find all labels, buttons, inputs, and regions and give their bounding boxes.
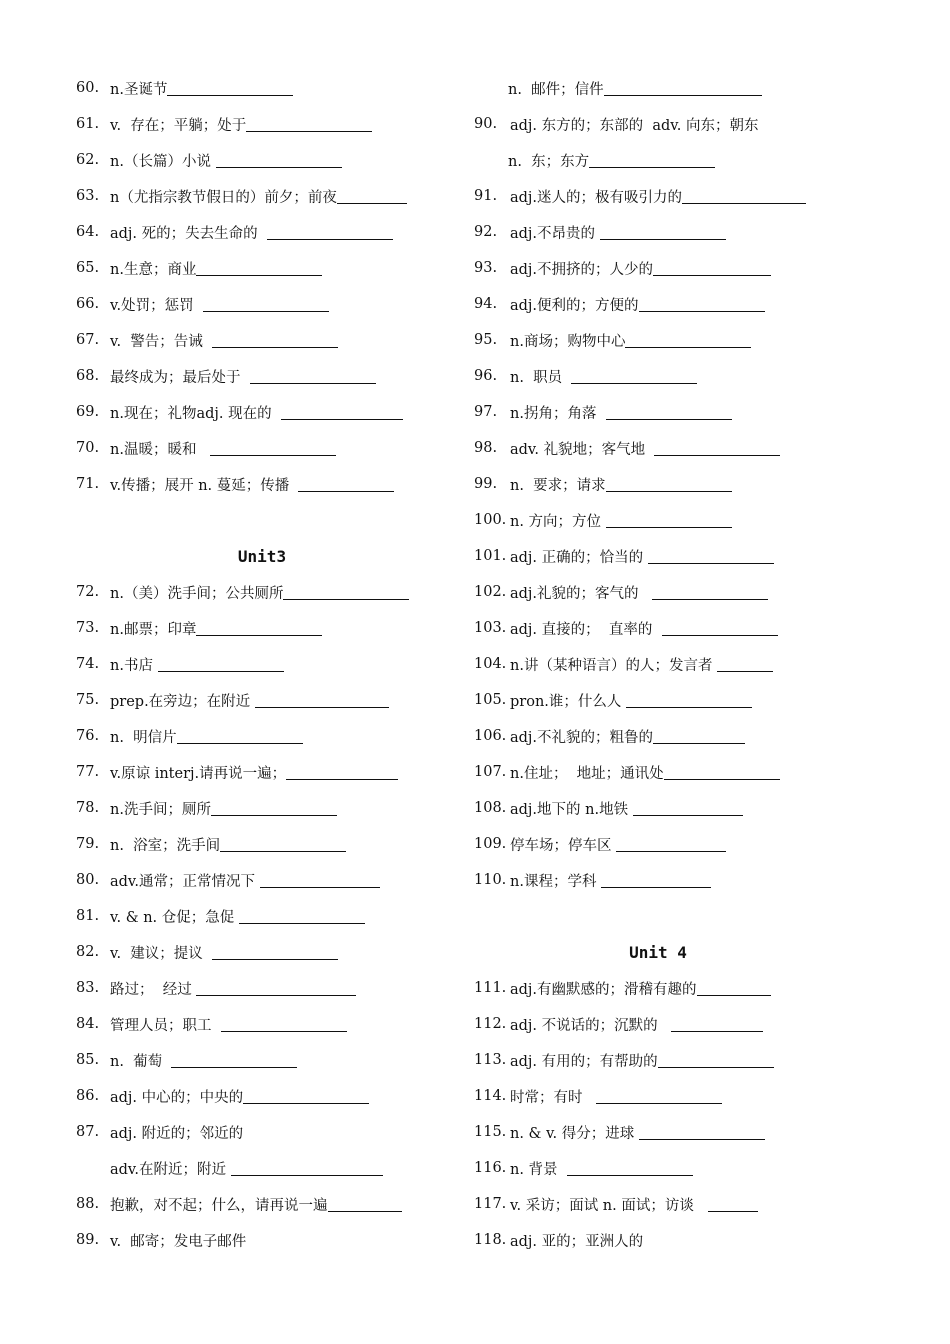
answer-blank[interactable] <box>298 491 394 492</box>
vocab-item <box>474 1078 842 1114</box>
item-definition: n.住址； 地址；通讯处 <box>510 765 664 782</box>
vocab-item <box>76 1114 448 1150</box>
vocab-item <box>76 718 448 754</box>
item-number: 73. <box>76 620 100 636</box>
answer-blank[interactable] <box>231 1175 383 1176</box>
vocab-item <box>76 682 448 718</box>
vocab-item <box>76 358 448 394</box>
item-number: 113. <box>474 1052 507 1068</box>
answer-blank[interactable] <box>281 419 403 420</box>
vocab-item <box>474 826 842 862</box>
vocab-item <box>474 970 842 1006</box>
vocab-item <box>76 466 448 502</box>
vocab-item <box>76 1150 448 1186</box>
item-definition: 路过； 经过 <box>110 981 197 998</box>
vocab-item <box>76 1222 448 1258</box>
answer-blank[interactable] <box>606 491 732 492</box>
answer-blank[interactable] <box>212 959 338 960</box>
answer-blank[interactable] <box>601 887 711 888</box>
item-definition: n. 要求；请求 <box>510 477 606 494</box>
item-definition: adj.不礼貌的；粗鲁的 <box>510 729 654 746</box>
answer-blank[interactable] <box>567 1175 693 1176</box>
vocab-item <box>474 214 842 250</box>
item-number: 92. <box>474 224 498 240</box>
spacer <box>76 502 448 538</box>
answer-blank[interactable] <box>171 1067 297 1068</box>
item-number: 97. <box>474 404 498 420</box>
item-number: 100. <box>474 512 507 528</box>
vocab-item <box>76 106 448 142</box>
item-number: 85. <box>76 1052 100 1068</box>
answer-blank[interactable] <box>653 743 745 744</box>
item-definition: 管理人员；职工 <box>110 1017 221 1034</box>
item-definition: pron.谁；什么人 <box>510 693 626 710</box>
answer-blank[interactable] <box>616 851 726 852</box>
item-number: 67. <box>76 332 100 348</box>
vocab-item <box>76 394 448 430</box>
answer-blank[interactable] <box>167 95 293 96</box>
item-number: 86. <box>76 1088 100 1104</box>
item-definition: adv.在附近；附近 <box>110 1161 231 1178</box>
item-definition: n. 邮件；信件 <box>508 81 604 98</box>
answer-blank[interactable] <box>633 815 743 816</box>
answer-blank[interactable] <box>654 455 780 456</box>
item-definition: v. 警告；告诫 <box>110 333 213 350</box>
item-number: 83. <box>76 980 100 996</box>
item-definition: adj. 东方的；东部的 adv. 向东；朝东 <box>510 117 759 134</box>
answer-blank[interactable] <box>708 1211 758 1212</box>
item-definition: n.现在；礼物adj. 现在的 <box>110 405 281 422</box>
vocab-item <box>76 1006 448 1042</box>
vocab-item <box>474 862 842 898</box>
item-definition: n.（长篇）小说 <box>110 153 216 170</box>
item-number: 95. <box>474 332 498 348</box>
answer-blank[interactable] <box>203 311 329 312</box>
item-number: 64. <box>76 224 100 240</box>
item-number: 107. <box>474 764 507 780</box>
vocab-item <box>474 1006 842 1042</box>
item-definition: n. 背景 <box>510 1161 567 1178</box>
vocab-item <box>474 1186 842 1222</box>
item-definition: v.原谅 interj.请再说一遍； <box>110 765 287 782</box>
answer-blank[interactable] <box>625 347 751 348</box>
answer-blank[interactable] <box>267 239 393 240</box>
item-number: 93. <box>474 260 498 276</box>
vocab-item <box>474 286 842 322</box>
vocab-item <box>76 214 448 250</box>
answer-blank[interactable] <box>328 1211 402 1212</box>
answer-blank[interactable] <box>337 203 407 204</box>
item-definition: n.商场；购物中心 <box>510 333 626 350</box>
answer-blank[interactable] <box>210 455 336 456</box>
item-number: 76. <box>76 728 100 744</box>
vocab-item <box>76 646 448 682</box>
answer-blank[interactable] <box>606 527 732 528</box>
item-definition: n.书店 <box>110 657 158 674</box>
item-number: 72. <box>76 584 100 600</box>
answer-blank[interactable] <box>639 311 765 312</box>
answer-blank[interactable] <box>177 743 303 744</box>
item-definition: n.圣诞节 <box>110 81 168 98</box>
item-definition: n. 浴室；洗手间 <box>110 837 221 854</box>
vocab-item <box>76 754 448 790</box>
vocab-item <box>76 898 448 934</box>
item-number: 81. <box>76 908 100 924</box>
item-definition: adj. 亚的；亚洲人的 <box>510 1233 644 1250</box>
item-definition: v. 采访；面试 n. 面试；访谈 <box>510 1197 708 1214</box>
vocab-item <box>474 754 842 790</box>
vocab-item <box>474 466 842 502</box>
item-definition: n. 东；东方 <box>508 153 590 170</box>
vocab-item <box>474 430 842 466</box>
vocab-item <box>76 1042 448 1078</box>
item-definition: v. & n. 仓促；急促 <box>110 909 239 926</box>
item-number: 66. <box>76 296 100 312</box>
left-column <box>76 70 448 1258</box>
answer-blank[interactable] <box>606 419 732 420</box>
vocab-item <box>474 574 842 610</box>
vocab-item <box>76 610 448 646</box>
item-number: 84. <box>76 1016 100 1032</box>
item-definition: adj. 中心的；中央的 <box>110 1089 244 1106</box>
answer-blank[interactable] <box>653 275 771 276</box>
item-definition: adj. 不说话的；沉默的 <box>510 1017 672 1034</box>
vocab-item <box>474 610 842 646</box>
vocab-item <box>474 70 842 106</box>
vocab-item <box>76 1186 448 1222</box>
vocab-item <box>474 322 842 358</box>
answer-blank[interactable] <box>286 779 398 780</box>
answer-blank[interactable] <box>664 779 780 780</box>
item-number: 80. <box>76 872 100 888</box>
answer-blank[interactable] <box>600 239 726 240</box>
item-definition: prep.在旁边；在附近 <box>110 693 255 710</box>
answer-blank[interactable] <box>589 167 715 168</box>
item-definition: adj. 附近的；邻近的 <box>110 1125 244 1142</box>
item-number: 112. <box>474 1016 507 1032</box>
answer-blank[interactable] <box>571 383 697 384</box>
item-number: 96. <box>474 368 498 384</box>
item-number: 71. <box>76 476 100 492</box>
item-definition: 停车场；停车区 <box>510 837 617 854</box>
answer-blank[interactable] <box>596 1103 722 1104</box>
answer-blank[interactable] <box>255 707 389 708</box>
vocab-item <box>474 502 842 538</box>
item-number: 105. <box>474 692 507 708</box>
vocab-item <box>76 142 448 178</box>
item-number: 60. <box>76 80 100 96</box>
answer-blank[interactable] <box>260 887 380 888</box>
item-definition: 抱歉，对不起；什么，请再说一遍 <box>110 1197 328 1214</box>
item-definition: n.洗手间；厕所 <box>110 801 211 818</box>
vocab-item <box>474 1150 842 1186</box>
spacer <box>474 898 842 934</box>
item-number: 118. <box>474 1232 507 1248</box>
item-number: 108. <box>474 800 507 816</box>
item-definition: v. 建议；提议 <box>110 945 213 962</box>
item-definition: n.（美）洗手间；公共厕所 <box>110 585 284 602</box>
vocab-item <box>76 1078 448 1114</box>
item-number: 114. <box>474 1088 507 1104</box>
vocab-item <box>76 790 448 826</box>
answer-blank[interactable] <box>717 671 773 672</box>
item-number: 101. <box>474 548 507 564</box>
answer-blank[interactable] <box>220 851 346 852</box>
item-definition: n. 方向；方位 <box>510 513 606 530</box>
item-definition: n. 职员 <box>510 369 572 386</box>
item-number: 68. <box>76 368 100 384</box>
item-number: 98. <box>474 440 498 456</box>
vocab-item <box>474 394 842 430</box>
item-number: 94. <box>474 296 498 312</box>
vocab-item <box>76 826 448 862</box>
item-number: 91. <box>474 188 498 204</box>
item-number: 106. <box>474 728 507 744</box>
item-definition: adj. 直接的； 直率的 <box>510 621 662 638</box>
answer-blank[interactable] <box>639 1139 765 1140</box>
item-definition: adj.便利的；方便的 <box>510 297 639 314</box>
answer-blank[interactable] <box>682 203 806 204</box>
answer-blank[interactable] <box>697 995 771 996</box>
item-definition: adj.迷人的；极有吸引力的 <box>510 189 683 206</box>
answer-blank[interactable] <box>652 599 768 600</box>
item-number: 102. <box>474 584 507 600</box>
answer-blank[interactable] <box>648 563 774 564</box>
item-number: 110. <box>474 872 507 888</box>
vocab-item <box>474 682 842 718</box>
answer-blank[interactable] <box>216 167 342 168</box>
item-definition: n.温暖；暖和 <box>110 441 211 458</box>
vocab-item <box>76 574 448 610</box>
item-definition: v.处罚；惩罚 <box>110 297 203 314</box>
answer-blank[interactable] <box>212 347 338 348</box>
item-number: 61. <box>76 116 100 132</box>
item-definition: n.邮票；印章 <box>110 621 197 638</box>
vocab-item <box>474 1114 842 1150</box>
vocab-item <box>474 646 842 682</box>
item-number: 111. <box>474 980 507 996</box>
item-number: 116. <box>474 1160 507 1176</box>
item-definition: n. 明信片 <box>110 729 177 746</box>
answer-blank[interactable] <box>250 383 376 384</box>
item-definition: 最终成为；最后处于 <box>110 369 250 386</box>
vocab-item <box>474 106 842 142</box>
vocab-item <box>474 538 842 574</box>
item-definition: n. 葡萄 <box>110 1053 172 1070</box>
answer-blank[interactable] <box>662 635 778 636</box>
vocab-item <box>76 178 448 214</box>
item-definition: adj.地下的 n.地铁 <box>510 801 633 818</box>
item-number: 78. <box>76 800 100 816</box>
item-number: 63. <box>76 188 100 204</box>
vocab-item <box>76 934 448 970</box>
item-definition: n.生意；商业 <box>110 261 197 278</box>
vocab-item <box>76 286 448 322</box>
vocab-item <box>474 142 842 178</box>
vocab-item <box>474 358 842 394</box>
vocab-item <box>474 1222 842 1258</box>
vocab-item <box>76 250 448 286</box>
vocab-item <box>474 250 842 286</box>
answer-blank[interactable] <box>283 599 409 600</box>
vocab-item <box>76 430 448 466</box>
item-number: 69. <box>76 404 100 420</box>
vocab-item <box>474 178 842 214</box>
item-number: 104. <box>474 656 507 672</box>
answer-blank[interactable] <box>158 671 284 672</box>
item-number: 75. <box>76 692 100 708</box>
item-number: 115. <box>474 1124 507 1140</box>
vocab-item <box>76 862 448 898</box>
vocab-item <box>76 70 448 106</box>
answer-blank[interactable] <box>196 995 356 996</box>
item-definition: v.传播；展开 n. 蔓延；传播 <box>110 477 299 494</box>
item-definition: v. 邮寄；发电子邮件 <box>110 1233 247 1250</box>
item-number: 70. <box>76 440 100 456</box>
answer-blank[interactable] <box>211 815 337 816</box>
item-definition: n. & v. 得分；进球 <box>510 1125 639 1142</box>
item-number: 90. <box>474 116 498 132</box>
item-definition: adj. 有用的；有帮助的 <box>510 1053 658 1070</box>
item-definition: n.拐角；角落 <box>510 405 606 422</box>
answer-blank[interactable] <box>243 1103 369 1104</box>
item-number: 99. <box>474 476 498 492</box>
item-definition: v. 存在；平躺；处于 <box>110 117 247 134</box>
answer-blank[interactable] <box>671 1031 763 1032</box>
item-number: 79. <box>76 836 100 852</box>
item-definition: adv.通常；正常情况下 <box>110 873 260 890</box>
item-definition: adj. 死的；失去生命的 <box>110 225 267 242</box>
vocab-item <box>474 718 842 754</box>
answer-blank[interactable] <box>626 707 752 708</box>
vocab-item <box>76 322 448 358</box>
item-number: 82. <box>76 944 100 960</box>
answer-blank[interactable] <box>196 635 322 636</box>
vocab-item <box>474 1042 842 1078</box>
answer-blank[interactable] <box>221 1031 347 1032</box>
item-number: 62. <box>76 152 100 168</box>
item-number: 77. <box>76 764 100 780</box>
item-number: 89. <box>76 1232 100 1248</box>
vocab-item <box>76 970 448 1006</box>
item-definition: adj. 正确的；恰当的 <box>510 549 648 566</box>
item-definition: adv. 礼貌地；客气地 <box>510 441 655 458</box>
item-number: 74. <box>76 656 100 672</box>
item-definition: adj.礼貌的；客气的 <box>510 585 653 602</box>
unit-heading: Unit 4 <box>629 942 687 962</box>
item-number: 88. <box>76 1196 100 1212</box>
item-definition: n.课程；学科 <box>510 873 602 890</box>
item-definition: n（尤指宗教节假日的）前夕；前夜 <box>110 189 337 206</box>
answer-blank[interactable] <box>239 923 365 924</box>
unit-heading: Unit3 <box>237 546 287 566</box>
item-number: 65. <box>76 260 100 276</box>
answer-blank[interactable] <box>246 131 372 132</box>
item-definition: adj.不昂贵的 <box>510 225 600 242</box>
right-column <box>474 70 842 1258</box>
item-number: 103. <box>474 620 507 636</box>
vocab-item <box>474 790 842 826</box>
item-definition: adj.不拥挤的；人少的 <box>510 261 654 278</box>
answer-blank[interactable] <box>658 1067 774 1068</box>
item-definition: adj.有幽默感的；滑稽有趣的 <box>510 981 697 998</box>
answer-blank[interactable] <box>604 95 762 96</box>
answer-blank[interactable] <box>196 275 322 276</box>
item-definition: 时常；有时 <box>510 1089 597 1106</box>
item-definition: n.讲（某种语言）的人；发言者 <box>510 657 718 674</box>
item-number: 109. <box>474 836 507 852</box>
item-number: 117. <box>474 1196 507 1212</box>
item-number: 87. <box>76 1124 100 1140</box>
